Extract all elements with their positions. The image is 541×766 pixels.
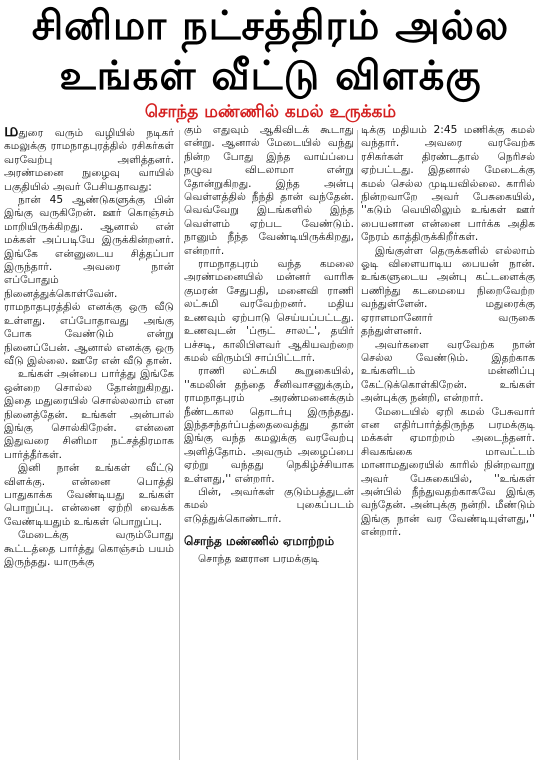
paragraph: டிக்கு மதியம் 2:45 மணிக்கு கமல் வந்தார். அவரை வரவேற்க ரசிகர்கள் திரண்டதால் நெரிசல் ஏற்பட்டது. இதனால் மேடைக்கு கமல் செல்ல முடியவில்லை. காரில் நின்றவாறே அவர் பேசுகையில், ''கடும் வெயிலிலும் உங்கள் ஊர் பையனான என்னை பார்க்க அதிக நேரம் காத்திருக்கிறீர்கள். [361, 124, 535, 244]
paragraph: ராணி லட்சுமி கூறுகையில், ''கமலின் தந்தை சீனிவாசனுக்கும், ராமநாதபுரம் அரண்மனைக்கும் நீண்டகால தொடர்பு இருந்தது. இந்தசந்தர்ப்பத்தைவைத்து தான் இங்கு வந்த கமலுக்கு வரவேற்பு அளித்தோம். அவரும் அழைப்பை ஏற்று வந்தது நெகிழ்ச்சியாக உள்ளது,'' என்றார். [184, 365, 354, 485]
paragraph: மேடையில் ஏறி கமல் பேசுவார் என எதிர்பார்த்திருந்த பரமக்குடி மக்கள் ஏமாற்றம் அடைந்தனர். சிவகங்கை மாவட்டம் மானாமதுரையில் காரில் நின்றவாறு அவர் பேசுகையில், ''உங்கள் அன்பில் நீந்துவதற்காகவே இங்கு வந்தேன். அன்புக்கு நன்றி. மீண்டும் இங்கு நான் வர வேண்டியுள்ளது,'' என்றார். [361, 405, 535, 539]
drop-cap: ம [4, 124, 19, 141]
paragraph: நான் 45 ஆண்டுகளுக்கு பின் இங்கு வருகிறேன். ஊர் கொஞ்சம் மாறியிருக்கிறது. ஆனால் என் மக்கள் அப்படியே இருக்கின்றனர். இங்கே என்னுடைய சித்தப்பா இருந்தார். அவரை நான் எப்போதும் நினைத்துக்கொள்வேன். ராமநாதபுரத்தில் எனக்கு ஒரு வீடு உள்ளது. எப்போதாவது அங்கு போக வேண்டும் என்று நினைப்பேன். ஆனால் எனக்கு ஒரு வீடு இல்லை. ஊரே என் வீடு தான். [4, 194, 174, 367]
column-divider [179, 130, 180, 760]
paragraph: கும் எதுவும் ஆகிவிடக் கூடாது என்று. ஆனால் மேடையில் வந்து நின்ற போது இந்த வாய்ப்பை நழுவ விடலாமா என்று தோன்றுகிறது. இந்த அன்பு வெள்ளத்தில் நீந்தி தான் வந்தேன். வெவ்வேறு இடங்களில் இந்த வெள்ளம் ஏற்பட வேண்டும். நானும் நீந்த வேண்டியிருக்கிறது, என்றார். [184, 124, 354, 257]
paragraph-text: துரை வரும் வழியில் நடிகர் கமலுக்கு ராமநாதபுரத்தில் ரசிகர்கள் வரவேற்பு அளித்தனர். அரண்மனை நுழைவு வாயில் பகுதியில் அவர் பேசியதாவது: [4, 127, 174, 193]
paragraph [4, 124, 174, 194]
article-column-3 [361, 124, 535, 764]
paragraph: உங்கள் அன்பை பார்த்து இங்கே ஒன்றை சொல்ல தோன்றுகிறது. இதை மதுரையில் சொல்லலாம் என நினைத்தேன். உங்கள் அன்பால் இங்கு சொல்கிறேன். என்னை இதுவரை சினிமா நட்சத்திரமாக பார்த்தீர்கள். [4, 368, 174, 461]
paragraph: இனி நான் உங்கள் வீட்டு விளக்கு. என்னை பொத்தி பாதுகாக்க வேண்டியது உங்கள் பொறுப்பு. என்னை ஏற்றி வைக்க வேண்டியதும் உங்கள் பொறுப்பு. [4, 462, 174, 528]
paragraph: சொந்த ஊரான பரமக்குடி [198, 553, 320, 566]
headline-line-1: சினிமா நட்சத்திரம் அல்ல [31, 3, 510, 49]
paragraph: அவர்களை வரவேற்க நான் செல்ல வேண்டும். இதற்காக உங்களிடம் மன்னிப்பு கேட்டுக்கொள்கிறேன். உங்கள் அன்புக்கு நன்றி, என்றார். [361, 338, 535, 405]
paragraph: பின், அவர்கள் குடும்பத்துடன் கமல் புகைப்படம் எடுத்துக்கொண்டார். [184, 485, 354, 525]
column-divider [357, 130, 358, 760]
paragraph: இங்குள்ள தெருக்களில் எல்லாம் ஓடி விளையாடிய பையன் நான். உங்களுடைய அன்பு கட்டளைக்கு பணிந்து கடமையை நிறைவேற்ற வந்துள்ளேன். மதுரைக்கு ஏராளமானோர் வருகை தந்துள்ளனர். [361, 244, 535, 338]
paragraph: ராமநாதபுரம் வந்த கமலை அரண்மனையில் மன்னர் வாரிசு குமரன் சேதுபதி, மனைவி ராணி லட்சுமி வரவேற்றனர். மதிய உணவும் ஏற்பாடு செய்யப்பட்டது. உணவுடன் 'ப்ரூட் சாலட்', தயிர் பச்சடி, காலிபிளவர் ஆகியவற்றை கமல் விரும்பி சாப்பிட்டார். [184, 258, 354, 364]
section-heading: சொந்த மண்ணில் ஏமாற்றம் [184, 534, 335, 549]
headline-line-2: உங்கள் வீட்டு விளக்கு [59, 53, 482, 99]
article-column-1 [4, 124, 174, 764]
paragraph: மேடைக்கு வரும்போது கூட்டத்தை பார்த்து கொஞ்சம் பயம் இருந்தது. யாருக்கு [4, 529, 174, 568]
article-column-2 [184, 124, 354, 764]
subheadline: சொந்த மண்ணில் கமல் உருக்கம் [144, 102, 397, 122]
